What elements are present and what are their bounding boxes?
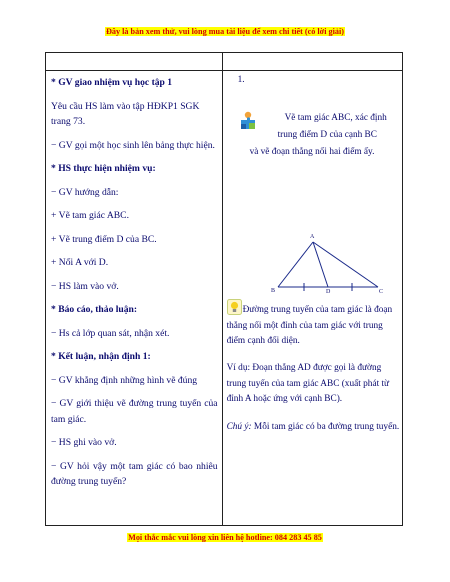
conclude-item-4: − GV hỏi vậy một tam giác có bao nhiêu đường trung tuyến? bbox=[51, 460, 218, 487]
item-number: 1. bbox=[237, 75, 245, 85]
task-item-2: − GV gọi một học sinh lên bảng thực hiện. bbox=[51, 139, 215, 151]
conclude-item-1: − GV khẳng định những hình vẽ đúng bbox=[51, 374, 198, 386]
median-note bbox=[227, 420, 403, 436]
vertex-label-b: B bbox=[270, 288, 275, 294]
side-ab bbox=[278, 242, 313, 287]
point-label-d: D bbox=[325, 289, 330, 294]
do-item-1: − GV hướng dẫn: bbox=[51, 186, 119, 198]
task-item-1: Yêu cầu HS làm vào tập HĐKP1 SGK trang 73. bbox=[51, 100, 200, 127]
conclude-item-3: − HS ghi vào vở. bbox=[51, 437, 117, 448]
triangle-lines bbox=[278, 242, 378, 291]
table-header-row bbox=[46, 53, 403, 71]
triangle-abc-figure bbox=[268, 229, 388, 294]
note-label: Chú ý: bbox=[226, 422, 252, 432]
do-item-2: + Vẽ tam giác ABC. bbox=[51, 210, 129, 221]
top-preview-banner bbox=[0, 27, 450, 36]
instruction-line-2: trung điểm D của cạnh BC bbox=[277, 130, 377, 140]
vertex-label-c: C bbox=[378, 289, 383, 294]
do-item-3: + Vẽ trung điểm D của BC. bbox=[51, 233, 157, 245]
lesson-table bbox=[45, 52, 403, 526]
vertex-label-a: A bbox=[309, 234, 314, 240]
bottom-banner-text: Mọi thắc mắc vui lòng xin liên hệ hotline: 084 283 45 85 bbox=[128, 533, 322, 542]
report-heading: * Báo cáo, thảo luận: bbox=[51, 304, 138, 315]
median-definition: Đường trung tuyến của tam giác là đoạn thẳng nối một đỉnh của tam giác với trung điểm cạnh đối diện. bbox=[226, 305, 393, 346]
header-cell-right bbox=[222, 53, 402, 71]
do-item-4: + Nối A với D. bbox=[51, 257, 109, 268]
task-heading: * GV giao nhiệm vụ học tập 1 bbox=[51, 77, 173, 88]
instruction-line-1: Vẽ tam giác ABC, xác định bbox=[284, 113, 387, 123]
conclude-item-2: − GV giới thiệu vẽ đường trung tuyến của tam giác. bbox=[51, 398, 218, 425]
student-content-cell bbox=[222, 71, 402, 526]
report-item-1: − Hs cả lớp quan sát, nhận xét. bbox=[51, 327, 170, 339]
note-text: Mỗi tam giác có ba đường trung tuyến. bbox=[251, 422, 400, 432]
table-content-row bbox=[46, 71, 403, 526]
median-ad bbox=[313, 242, 328, 287]
teacher-activities-cell bbox=[46, 71, 223, 526]
median-example: Ví dụ: Đoạn thẳng AD được gọi là đường trung tuyến của tam giác ABC (xuất phát từ đỉnh A hoặc ứng với cạnh BC). bbox=[226, 363, 390, 404]
side-ac bbox=[313, 242, 378, 287]
conclude-heading: * Kết luận, nhận định 1: bbox=[51, 351, 151, 362]
do-heading: * HS thực hiện nhiệm vụ: bbox=[51, 163, 156, 174]
top-banner-text: Đây là bản xem thử, vui lòng mua tài liệu để xem chi tiết (có lời giải) bbox=[105, 27, 344, 36]
do-item-5: − HS làm vào vở. bbox=[51, 280, 119, 292]
bottom-hotline-banner bbox=[0, 533, 450, 542]
instruction-line-3: và vẽ đoạn thẳng nối hai điểm ấy. bbox=[249, 147, 375, 157]
header-cell-left bbox=[46, 53, 223, 71]
puzzle-person-icon bbox=[239, 111, 257, 131]
